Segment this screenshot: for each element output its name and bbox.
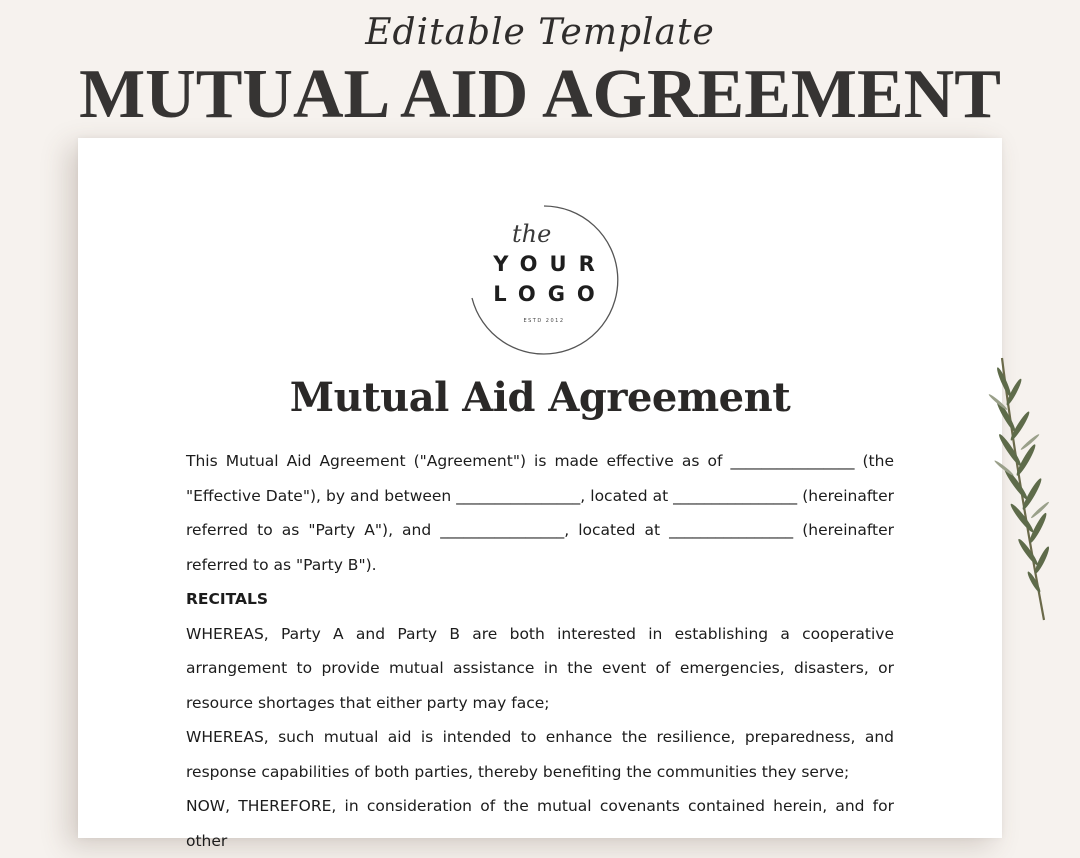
rosemary-sprig-icon [980, 352, 1070, 632]
document-title: Mutual Aid Agreement [289, 374, 791, 421]
whereas-paragraph-2: WHEREAS, such mutual aid is intended to enhance the resilience, preparedness, and response capabilities of both parties, thereby benefiting the communities they serve; [186, 728, 894, 781]
logo-your-text: YOUR [493, 252, 607, 276]
document-body [186, 444, 894, 858]
logo-estd-text: ESTD 2012 [523, 318, 565, 324]
intro-paragraph: This Mutual Aid Agreement ("Agreement") is made effective as of ________________ (the "Effective Date"), by and between ________________, located at ________________ (hereinafter referred to as "Party A"), and ________________, located at ________________ (hereinafter referred to as "Party B"). [186, 452, 894, 574]
whereas-paragraph-1: WHEREAS, Party A and Party B are both interested in establishing a cooperative arrangement to provide mutual assistance in the event of emergencies, disasters, or resource shortages that either party may face; [186, 624, 894, 712]
logo-the-text: the [512, 220, 552, 248]
document-page [78, 138, 1002, 850]
banner-script-subtitle: Editable Template [365, 12, 715, 53]
recitals-heading: RECITALS [186, 590, 269, 608]
now-therefore-paragraph: NOW, THEREFORE, in consideration of the mutual covenants contained herein, and for other [186, 797, 894, 850]
banner-title: MUTUAL AID AGREEMENT [79, 56, 1001, 133]
logo-placeholder [466, 202, 622, 358]
logo-logo-text: LOGO [493, 282, 607, 306]
